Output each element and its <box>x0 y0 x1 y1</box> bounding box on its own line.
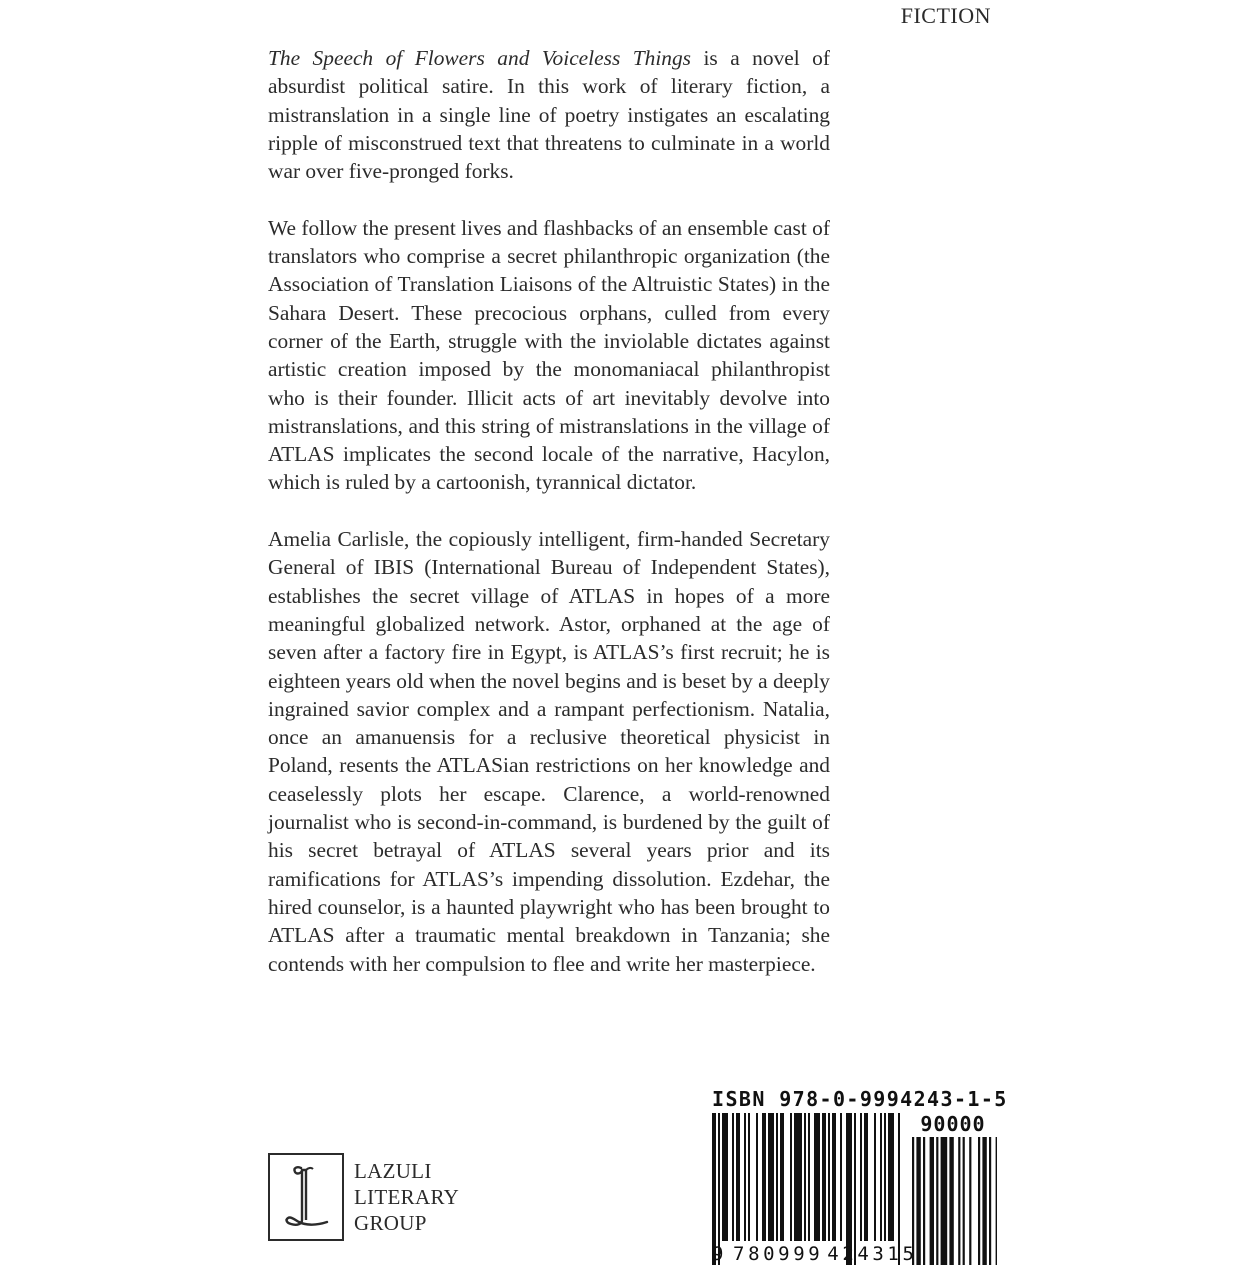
barcode <box>712 1113 997 1265</box>
blurb-paragraph-1-text: is a novel of absurdist political satire. In this work of literary fiction, a mistranslation in a single line of poetry instigates an escalating ripple of misconstrued text that threatens to culminate in a world war over five-pronged forks. <box>268 46 830 184</box>
barcode-bar <box>804 1113 806 1241</box>
back-cover-blurb <box>268 44 830 1006</box>
barcode-bar <box>832 1113 836 1241</box>
barcode-bar <box>756 1113 758 1241</box>
barcode-bar <box>884 1113 886 1241</box>
isbn-number: ISBN 978-0-9994243-1-5 <box>712 1087 1008 1111</box>
barcode-bar <box>732 1113 734 1241</box>
barcode-addon-price: 90000 <box>920 1112 986 1136</box>
barcode-bar <box>822 1113 826 1241</box>
publisher-name <box>354 1158 459 1236</box>
barcode-bar <box>744 1113 746 1241</box>
barcode-addon-bar <box>996 1137 997 1265</box>
barcode-bar <box>780 1113 784 1241</box>
barcode-addon-bar <box>969 1137 971 1265</box>
barcode-bar <box>762 1113 766 1241</box>
publisher-logo-icon <box>268 1153 344 1241</box>
publisher-imprint <box>268 1153 459 1241</box>
barcode-bar <box>722 1113 728 1241</box>
ean-right-group: 424315 <box>827 1243 918 1265</box>
publisher-name-line-2: LITERARY <box>354 1185 460 1209</box>
barcode-bar <box>864 1113 868 1241</box>
barcode-bar <box>888 1113 894 1241</box>
barcode-digits <box>712 1243 918 1265</box>
publisher-name-line-1: LAZULI <box>354 1159 432 1183</box>
barcode-bar <box>808 1113 810 1241</box>
barcode-bar <box>828 1113 830 1241</box>
barcode-bar <box>776 1113 778 1241</box>
barcode-addon-bar <box>989 1137 991 1265</box>
barcode-bar <box>794 1113 802 1241</box>
barcode-bar <box>814 1113 820 1241</box>
barcode-bar <box>736 1113 740 1241</box>
blurb-paragraph-3: Amelia Carlisle, the copiously intelligent, firm-handed Secretary General of IBIS (International Bureau of Independent States), establishes the secret village of ATLAS in hopes of a more meaningful globalized network. Astor, orphaned at the age of seven after a factory fire in Egypt, is ATLAS’s first recruit; he is eighteen years old when the novel begins and is beset by a deeply ingrained savior complex and a rampant perfectionism. Natalia, once an amanuensis for a reclusive theoretical physicist in Poland, resents the ATLASian restrictions on her knowledge and ceaselessly plots her escape. Clarence, a world-renowned journalist who is second-in-command, is burdened by the guilt of his secret betrayal of ATLAS several years prior and its ramifications for ATLAS’s impending dissolution. Ezdehar, the hired counselor, is a haunted playwright who has been brought to ATLAS after a traumatic mental breakdown in Tanzania; she contends with her compulsion to flee and write her masterpiece. <box>268 527 830 976</box>
barcode-addon-bar <box>963 1137 965 1265</box>
blurb-paragraph-2: We follow the present lives and flashbacks of an ensemble cast of translators who comprise a secret philanthropic organization (the Association of Translation Liaisons of the Altruistic States) in the Sahara Desert. These precocious orphans, culled from every corner of the Earth, struggle with the inviolable dictates against artistic creation imposed by the monomaniacal philanthropist who is their founder. Illicit acts of art inevitably devolve into mistranslations, and this string of mistranslations in the village of ATLAS implicates the second locale of the narrative, Hacylon, which is ruled by a cartoonish, tyrannical dictator. <box>268 215 830 495</box>
barcode-bar <box>874 1113 876 1241</box>
ean-first-digit: 9 <box>712 1243 728 1265</box>
barcode-addon-bar <box>923 1137 925 1265</box>
barcode-bar <box>840 1113 842 1241</box>
barcode-addon-bar <box>978 1137 980 1265</box>
barcode-bar <box>790 1113 792 1241</box>
ean-left-group: 780999 <box>733 1243 824 1265</box>
barcode-bar <box>768 1113 774 1241</box>
book-title: The Speech of Flowers and Voiceless Things <box>268 46 691 70</box>
publisher-name-line-3: GROUP <box>354 1211 427 1235</box>
barcode-addon-bar <box>982 1137 986 1265</box>
genre-label: FICTION <box>900 3 991 28</box>
barcode-bar <box>860 1113 862 1241</box>
blurb-paragraph-1 <box>268 44 830 185</box>
isbn-barcode-block <box>712 1087 1008 1265</box>
barcode-bar <box>880 1113 882 1241</box>
barcode-bar <box>748 1113 750 1241</box>
barcode-addon-bar <box>936 1137 938 1265</box>
barcode-addon-bar <box>949 1137 953 1265</box>
barcode-addon-bar <box>958 1137 960 1265</box>
barcode-addon-bar <box>941 1137 948 1265</box>
barcode-addon-bar <box>930 1137 934 1265</box>
